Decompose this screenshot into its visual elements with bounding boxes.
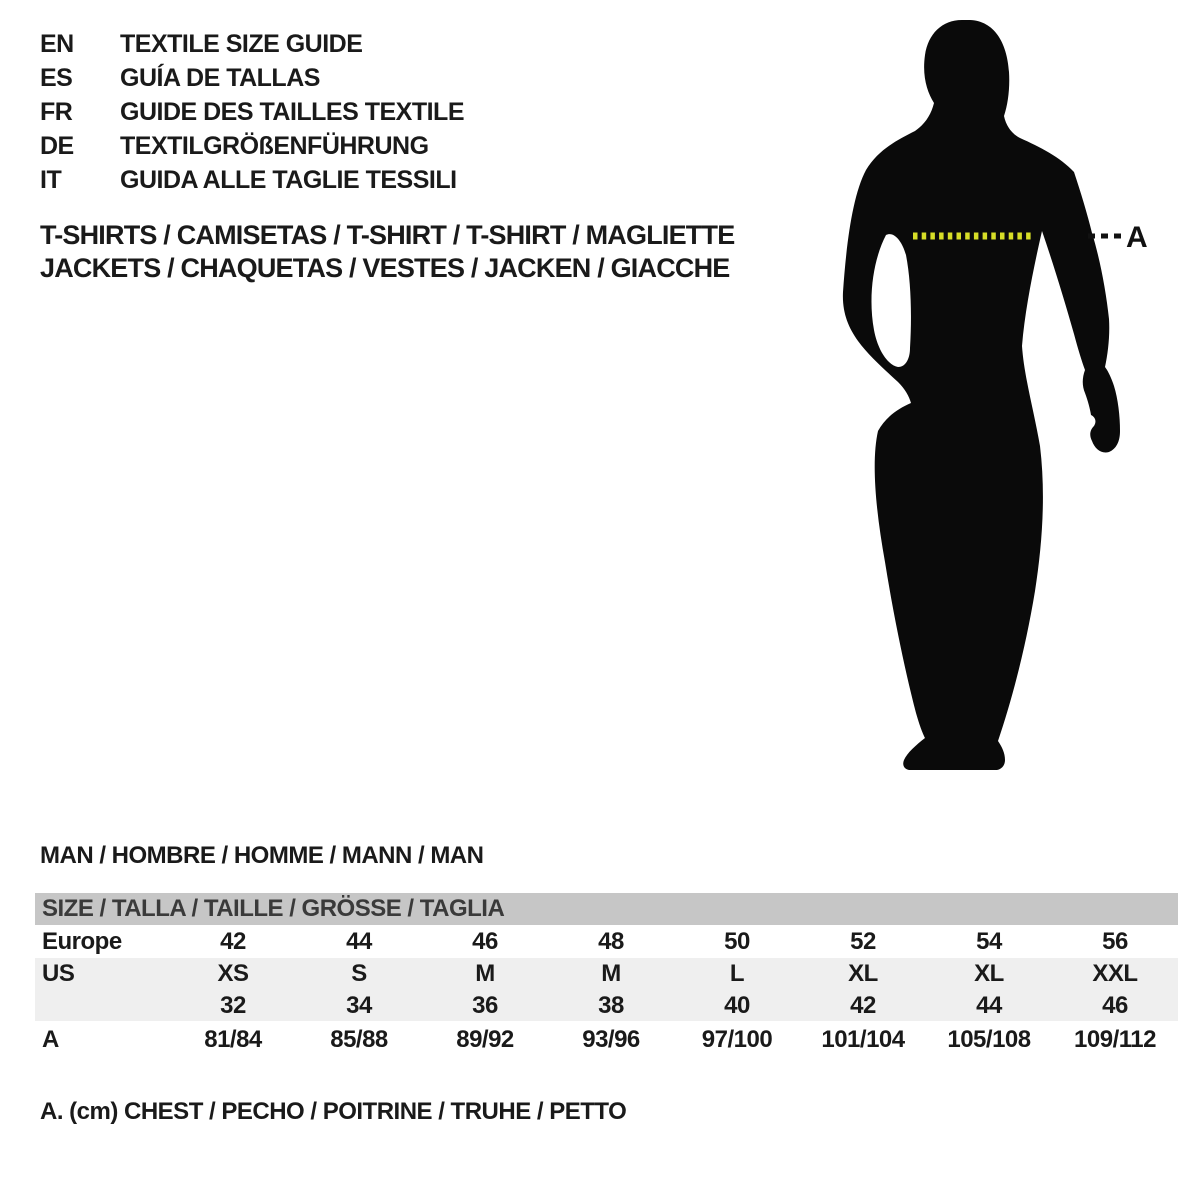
size-cell: 44: [976, 992, 1002, 1019]
size-cell: 42: [850, 992, 876, 1019]
language-row-es: [40, 61, 464, 95]
category-list: [40, 219, 734, 285]
category-line-jackets: JACKETS / CHAQUETAS / VESTES / JACKEN / GIACCHE: [40, 253, 730, 283]
table-row-chest-a: [35, 1021, 1178, 1058]
row-label: [35, 990, 170, 1021]
row-label: US: [42, 960, 75, 987]
size-cell: 101/104: [821, 1026, 905, 1053]
size-cell: 44: [346, 928, 372, 955]
size-cell: 81/84: [204, 1026, 262, 1053]
row-label: Europe: [42, 928, 122, 955]
language-row-en: [40, 27, 464, 61]
size-cell: 38: [598, 992, 624, 1019]
size-cell: 34: [346, 992, 372, 1019]
size-cell: 42: [220, 928, 246, 955]
language-title: TEXTILGRÖßENFÜHRUNG: [120, 132, 429, 160]
table-row-numeric: [35, 990, 1178, 1021]
language-code: EN: [40, 30, 74, 58]
size-cell: 46: [472, 928, 498, 955]
size-cell: 54: [976, 928, 1002, 955]
language-list: [40, 27, 464, 197]
size-cell: 48: [598, 928, 624, 955]
size-cell: M: [475, 960, 495, 987]
language-title: GUÍA DE TALLAS: [120, 64, 320, 92]
size-cell: XL: [974, 960, 1004, 987]
row-label: A: [42, 1026, 59, 1053]
size-cell: 89/92: [456, 1026, 514, 1053]
measure-label-a: A: [1126, 221, 1148, 254]
size-table: [35, 893, 1178, 1058]
size-cell: 85/88: [330, 1026, 388, 1053]
language-code: FR: [40, 98, 73, 126]
size-cell: 50: [724, 928, 750, 955]
size-cell: XXL: [1092, 960, 1138, 987]
size-cell: XL: [848, 960, 878, 987]
table-row-europe: [35, 925, 1178, 958]
size-cell: XS: [217, 960, 249, 987]
language-title: GUIDE DES TAILLES TEXTILE: [120, 98, 465, 126]
language-row-it: [40, 163, 464, 197]
size-cell: 36: [472, 992, 498, 1019]
man-silhouette-figure: [840, 0, 1160, 800]
language-row-fr: [40, 95, 464, 129]
language-title: TEXTILE SIZE GUIDE: [120, 30, 363, 58]
size-cell: 46: [1102, 992, 1128, 1019]
man-silhouette: [843, 20, 1120, 770]
table-header-bar: SIZE / TALLA / TAILLE / GRÖSSE / TAGLIA: [35, 893, 1178, 925]
size-cell: 52: [850, 928, 876, 955]
size-cell: 105/108: [947, 1026, 1031, 1053]
category-line-tshirts: T-SHIRTS / CAMISETAS / T-SHIRT / T-SHIRT / MAGLIETTE: [40, 220, 735, 250]
language-code: ES: [40, 64, 73, 92]
size-cell: L: [729, 960, 745, 987]
language-code: IT: [40, 166, 62, 194]
language-title: GUIDA ALLE TAGLIE TESSILI: [120, 166, 457, 194]
size-cell: 56: [1102, 928, 1128, 955]
size-cell: 97/100: [701, 1026, 773, 1053]
size-cell: S: [351, 960, 367, 987]
measurement-footnote: A. (cm) CHEST / PECHO / POITRINE / TRUHE / PETTO: [40, 1098, 627, 1125]
section-heading-man: MAN / HOMBRE / HOMME / MANN / MAN: [40, 842, 484, 869]
size-cell: M: [601, 960, 621, 987]
size-cell: 40: [724, 992, 750, 1019]
table-row-us: [35, 958, 1178, 990]
size-cell: 109/112: [1074, 1026, 1156, 1053]
size-cell: 32: [220, 992, 246, 1019]
language-row-de: [40, 129, 464, 163]
size-cell: 93/96: [582, 1026, 640, 1053]
language-code: DE: [40, 132, 74, 160]
